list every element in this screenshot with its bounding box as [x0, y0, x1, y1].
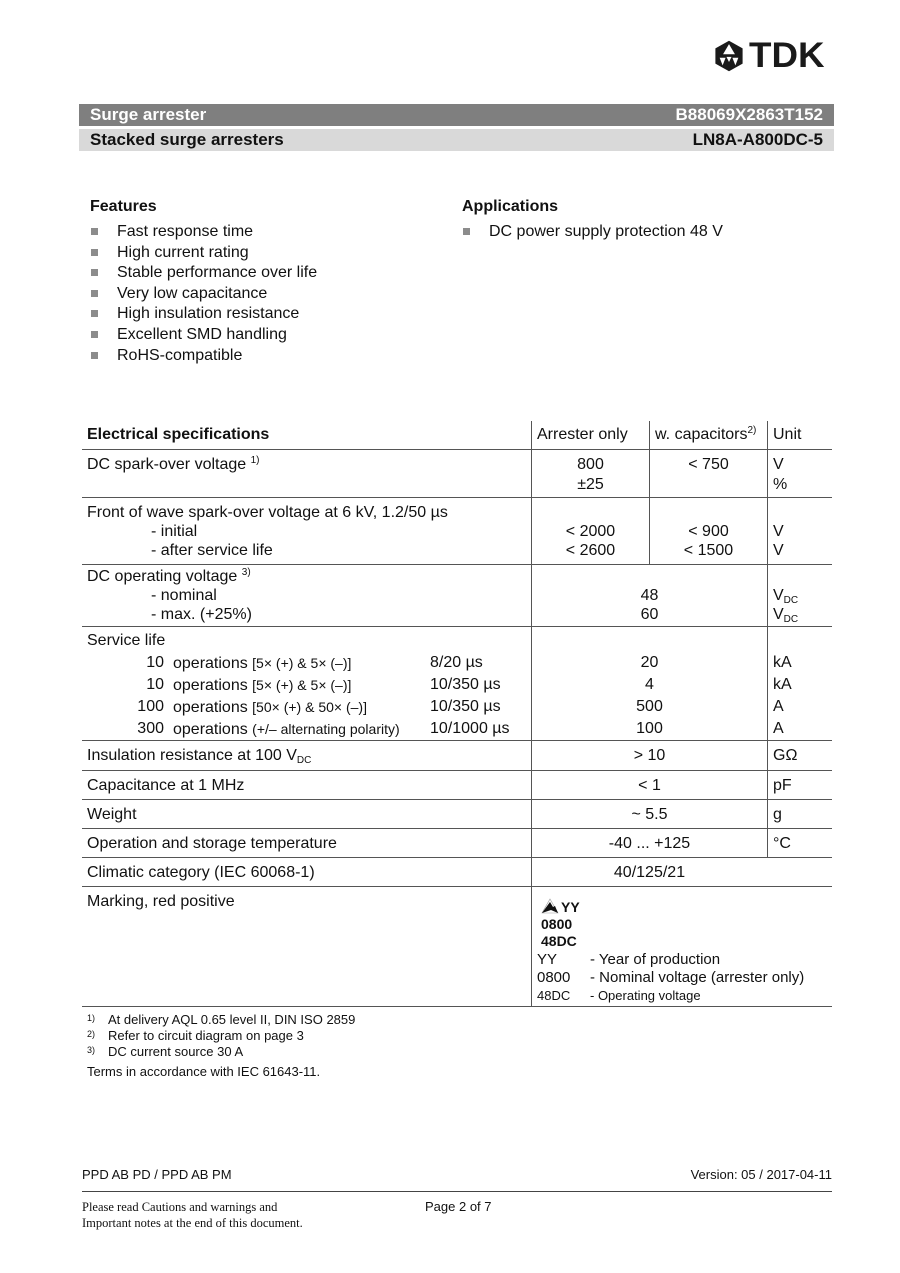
bullet-icon	[91, 249, 98, 256]
weight-label: Weight	[87, 806, 137, 823]
service-life-value: 500	[636, 698, 663, 715]
table-divider	[82, 886, 832, 887]
marking-line-dc: 48DC	[541, 933, 577, 949]
footer-department: PPD AB PD / PPD AB PM	[82, 1167, 232, 1182]
feature-item: Stable performance over life	[90, 263, 430, 284]
dc-sparkover-arrester: 800 ±25	[577, 456, 604, 493]
table-divider	[82, 497, 832, 498]
product-category: Surge arrester	[90, 105, 207, 124]
front-wave-initial-arrester: < 2000	[565, 523, 616, 540]
dc-sparkover-capacitors: < 750	[688, 456, 729, 473]
application-item: DC power supply protection 48 V	[462, 222, 832, 243]
weight-value: ~ 5.5	[631, 806, 668, 823]
marking-legend-item: 0800 - Nominal voltage (arrester only)	[537, 969, 805, 986]
applications-list	[462, 222, 832, 243]
front-wave-initial-unit: V	[773, 523, 784, 540]
bullet-icon	[463, 228, 470, 235]
table-divider	[82, 799, 832, 800]
tdk-emblem-icon	[712, 39, 746, 73]
service-life-unit: A	[773, 720, 784, 737]
table-header-spec: Electrical specifications	[87, 426, 270, 443]
features-title: Features	[90, 198, 157, 215]
dc-operating-max-value: 60	[640, 606, 659, 623]
table-divider	[82, 626, 832, 627]
footnotes	[87, 1012, 487, 1060]
product-type: LN8A-A800DC-5	[692, 130, 823, 149]
service-life-count: 10	[146, 676, 164, 693]
feature-item: Excellent SMD handling	[90, 325, 430, 346]
service-life-count: 300	[137, 720, 164, 737]
insulation-unit: GΩ	[773, 747, 798, 764]
insulation-value: > 10	[633, 747, 666, 764]
bullet-icon	[91, 331, 98, 338]
table-divider	[82, 449, 832, 450]
service-life-ops: operations (+/– alternating polarity)	[173, 721, 400, 738]
bullet-icon	[91, 269, 98, 276]
capacitance-unit: pF	[773, 777, 792, 794]
bullet-icon	[91, 352, 98, 359]
marking-legend	[537, 951, 832, 1004]
footnote-item: 2) Refer to circuit diagram on page 3	[87, 1028, 304, 1043]
table-header-capacitors: w. capacitors$^{2)}$	[655, 425, 757, 443]
front-wave-initial-capacitors: < 900	[688, 523, 729, 540]
service-life-value: 20	[640, 654, 659, 671]
dc-operating-max-label: - max. (+25%)	[151, 606, 252, 623]
applications-title: Applications	[462, 198, 559, 215]
climatic-value: 40/125/21	[613, 864, 686, 881]
marking-line-voltage: 0800	[541, 916, 573, 932]
table-divider	[82, 564, 832, 565]
bullet-icon	[91, 228, 98, 235]
capacitance-label: Capacitance at 1 MHz	[87, 777, 245, 794]
service-life-ops: operations [50× (+) & 50× (–)]	[173, 699, 367, 716]
feature-item: Fast response time	[90, 222, 430, 243]
product-series-bar	[79, 129, 834, 151]
footer-page-number: Page 2 of 7	[425, 1199, 492, 1214]
ordering-code: B88069X2863T152	[675, 105, 823, 124]
marking-line-yy: YY	[561, 899, 580, 915]
marking-print	[541, 894, 641, 949]
service-life-value: 100	[636, 720, 663, 737]
service-life-unit: kA	[773, 654, 792, 671]
dc-operating-label: DC operating voltage $^{3)}$	[87, 567, 251, 585]
service-life-wave: 10/350 µs	[430, 698, 501, 715]
weight-unit: g	[773, 806, 782, 823]
dc-operating-nominal-unit: $V_{DC}$	[773, 587, 799, 606]
service-life-count: 10	[146, 654, 164, 671]
service-life-ops: operations [5× (+) & 5× (–)]	[173, 655, 352, 672]
marking-label: Marking, red positive	[87, 893, 235, 910]
table-divider	[82, 1006, 832, 1007]
table-divider	[82, 770, 832, 771]
service-life-wave: 10/1000 µs	[430, 720, 510, 737]
bullet-icon	[91, 310, 98, 317]
table-header-unit: Unit	[773, 426, 802, 443]
footnote-item: 1) At delivery AQL 0.65 level II, DIN ISO 2859	[87, 1012, 356, 1027]
footer-divider	[82, 1191, 832, 1192]
dc-operating-nominal-label: - nominal	[151, 587, 217, 604]
service-life-wave: 10/350 µs	[430, 676, 501, 693]
table-divider	[82, 857, 832, 858]
product-category-bar	[79, 104, 834, 126]
temperature-unit: °C	[773, 835, 791, 852]
table-divider	[82, 828, 832, 829]
features-list	[90, 222, 430, 366]
temperature-value: -40 ... +125	[608, 835, 691, 852]
feature-item: High current rating	[90, 243, 430, 264]
front-wave-after-capacitors: < 1500	[683, 542, 734, 559]
footer-caution: Please read Cautions and warnings and Important notes at the end of this document.	[82, 1200, 303, 1230]
service-life-count: 100	[137, 698, 164, 715]
front-wave-after-arrester: < 2600	[565, 542, 616, 559]
climatic-label: Climatic category (IEC 60068-1)	[87, 864, 315, 881]
service-life-unit: kA	[773, 676, 792, 693]
marking-legend-item: YY - Year of production	[537, 951, 721, 968]
table-col-divider	[767, 421, 768, 857]
service-life-label: Service life	[87, 632, 166, 649]
front-wave-initial-label: - initial	[151, 523, 198, 540]
insulation-label: Insulation resistance at 100 $V_{DC}$	[87, 747, 312, 766]
footnote-item: 3) DC current source 30 A	[87, 1044, 244, 1059]
dc-operating-nominal-value: 48	[640, 587, 659, 604]
footer-version: Version: 05 / 2017-04-11	[690, 1167, 832, 1182]
service-life-ops: operations [5× (+) & 5× (–)]	[173, 677, 352, 694]
service-life-value: 4	[645, 676, 654, 693]
product-series: Stacked surge arresters	[90, 130, 284, 149]
tdk-logo	[712, 36, 825, 75]
table-divider	[82, 740, 832, 741]
feature-item: RoHS-compatible	[90, 346, 430, 367]
bullet-icon	[91, 290, 98, 297]
front-wave-after-unit: V	[773, 542, 784, 559]
terms-note: Terms in accordance with IEC 61643-11.	[87, 1064, 321, 1079]
front-wave-after-label: - after service life	[151, 542, 273, 559]
logo-text: TDK	[749, 36, 825, 75]
tdk-mountain-logo-icon	[541, 898, 559, 914]
table-header-arrester: Arrester only	[537, 426, 628, 443]
front-wave-label: Front of wave spark-over voltage at 6 kV, 1.2/50 µs	[87, 504, 448, 521]
temperature-label: Operation and storage temperature	[87, 835, 337, 852]
capacitance-value: < 1	[638, 777, 661, 794]
dc-sparkover-unit: V %	[773, 456, 788, 493]
feature-item: Very low capacitance	[90, 284, 430, 305]
feature-item: High insulation resistance	[90, 304, 430, 325]
row-dc-sparkover-label: DC spark-over voltage $^{1)}$	[87, 455, 260, 473]
service-life-unit: A	[773, 698, 784, 715]
dc-operating-max-unit: $V_{DC}$	[773, 606, 799, 625]
marking-legend-item: 48DC - Operating voltage	[537, 988, 701, 1003]
service-life-wave: 8/20 µs	[430, 654, 483, 671]
